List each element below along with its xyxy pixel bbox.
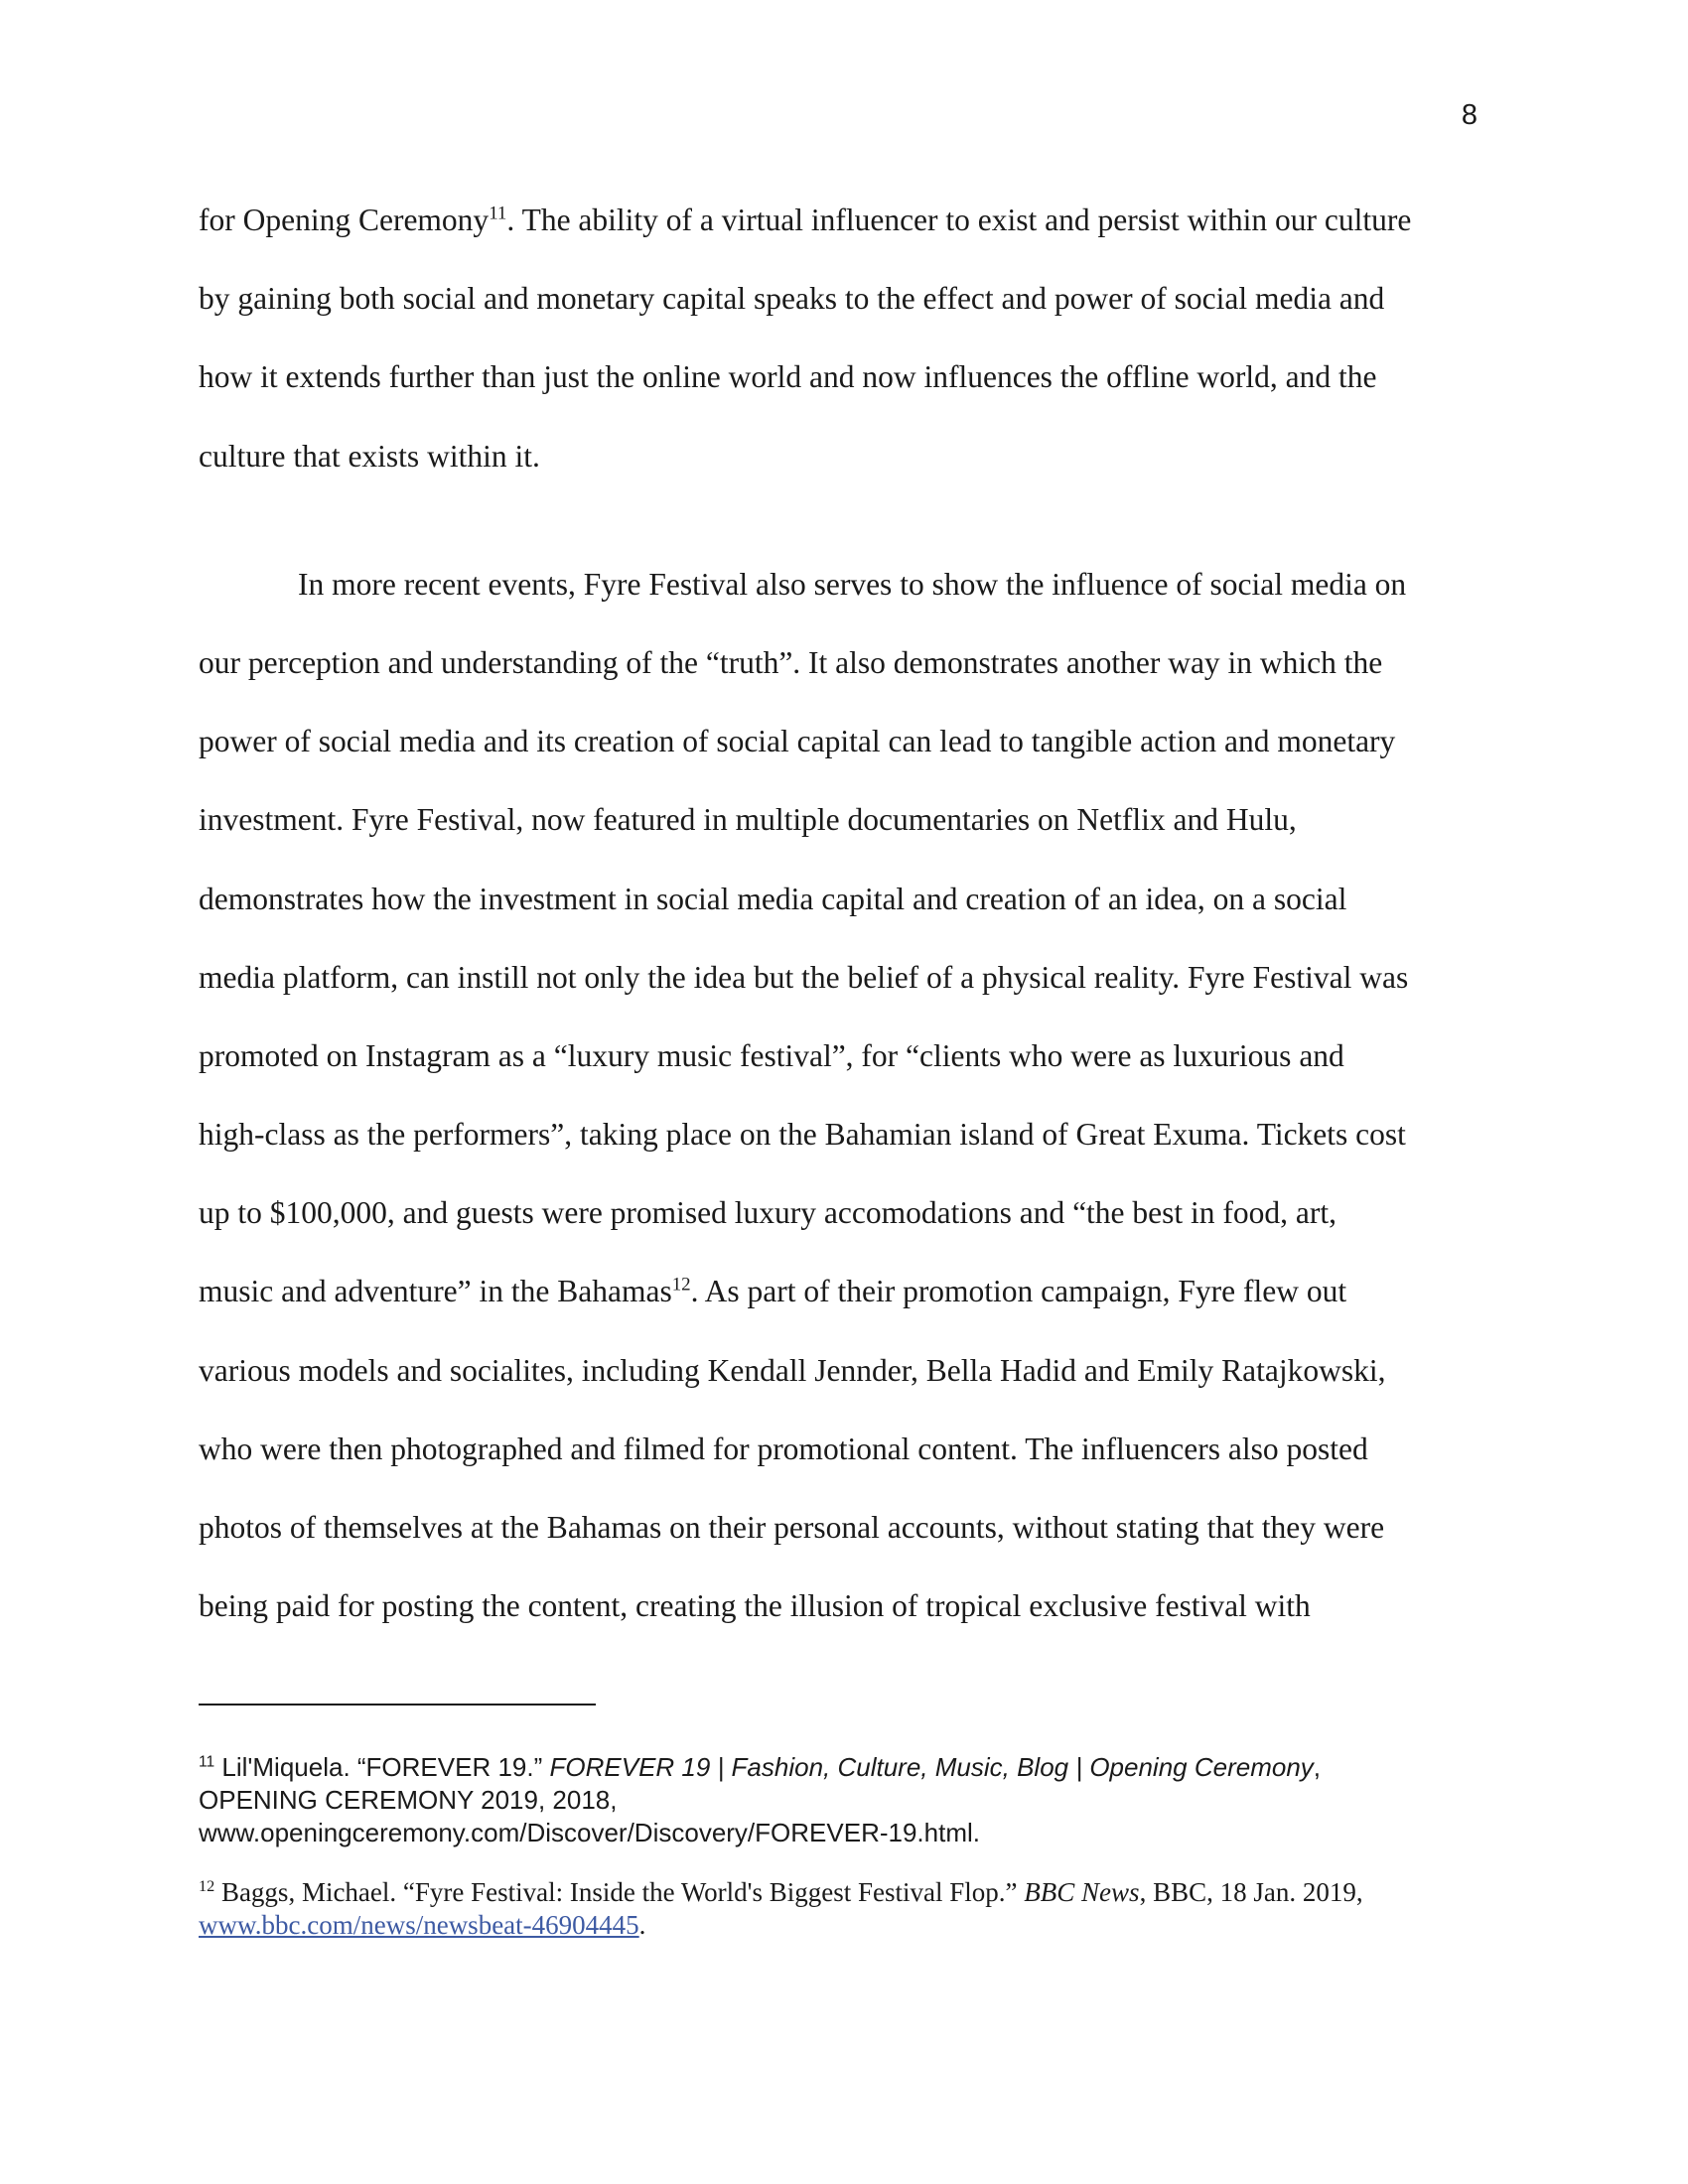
page-number: 8 xyxy=(1461,99,1477,131)
footnote-link[interactable]: www.bbc.com/news/newsbeat-46904445 xyxy=(199,1910,639,1940)
footnote-11 xyxy=(199,1751,1489,1849)
paragraph-2-line-11: various models and socialites, including Kendall Jennder, Bella Hadid and Emily Ratajkowski, xyxy=(199,1352,1386,1388)
text-run: music and adventure” in the Bahamas xyxy=(199,1274,672,1309)
footnote-source: FOREVER 19 | Fashion, Culture, Music, Blog | Opening Ceremony xyxy=(549,1752,1314,1782)
paragraph-2-line-1 xyxy=(199,561,1489,639)
paragraph-1-line-3: how it extends further than just the online world and now influences the offline world, and the xyxy=(199,359,1377,395)
text-run: for Opening Ceremony xyxy=(199,203,490,237)
footnote-ref-12[interactable]: 12 xyxy=(671,1274,691,1296)
paragraph-2-line-3: power of social media and its creation of social capital can lead to tangible action and monetary xyxy=(199,724,1396,759)
text-run: . As part of their promotion campaign, Fyre flew out xyxy=(690,1274,1347,1309)
paragraph-2-line-2: our perception and understanding of the “truth”. It also demonstrates another way in which the xyxy=(199,644,1383,680)
footnotes xyxy=(199,1751,1489,1942)
footnote-marker: 11 xyxy=(199,1753,215,1771)
footnote-source: BBC News xyxy=(1024,1877,1140,1907)
paragraph-2-line-10 xyxy=(199,1268,1489,1346)
paragraph-2-line-6: media platform, can instill not only the idea but the belief of a physical reality. Fyre Festival was xyxy=(199,959,1409,995)
footnote-text: Baggs, Michael. “Fyre Festival: Inside the World's Biggest Festival Flop.” xyxy=(220,1877,1018,1907)
footnote-text: , xyxy=(1313,1752,1322,1782)
paragraph-1-line-2: by gaining both social and monetary capital speaks to the effect and power of social media and xyxy=(199,281,1385,317)
paragraph-2-line-4: investment. Fyre Festival, now featured in multiple documentaries on Netflix and Hulu, xyxy=(199,802,1297,838)
footnote-ref-11[interactable]: 11 xyxy=(489,203,507,224)
footnote-text: . xyxy=(638,1910,646,1940)
footnote-url: www.openingceremony.com/Discover/Discovery/FOREVER-19.html. xyxy=(199,1818,980,1847)
paragraph-1-line-4: culture that exists within it. xyxy=(199,438,540,474)
text-run: . The ability of a virtual influencer to exist and persist within our culture xyxy=(506,203,1412,237)
body-text xyxy=(199,197,1489,1661)
footnote-text: , BBC, 18 Jan. 2019, xyxy=(1139,1877,1363,1907)
paragraph-2-line-14: being paid for posting the content, creating the illusion of tropical exclusive festival with xyxy=(199,1588,1311,1624)
paragraph-2-line-12: who were then photographed and filmed for promotional content. The influencers also posted xyxy=(199,1431,1368,1466)
footnote-text: OPENING CEREMONY 2019, 2018, xyxy=(199,1785,618,1815)
paragraph-2-line-7: promoted on Instagram as a “luxury music festival”, for “clients who were as luxurious and xyxy=(199,1037,1344,1073)
footnote-text: Lil'Miquela. “FOREVER 19.” xyxy=(221,1752,543,1782)
footnote-marker: 12 xyxy=(199,1877,215,1895)
text-run: In more recent events, Fyre Festival also serves to show the influence of social media on xyxy=(298,566,1407,602)
paragraph-2-line-13: photos of themselves at the Bahamas on their personal accounts, without stating that they were xyxy=(199,1510,1385,1545)
paragraph-1-line-1 xyxy=(199,197,1489,275)
paragraph-2-line-5: demonstrates how the investment in social media capital and creation of an idea, on a social xyxy=(199,881,1347,916)
paragraph-2-line-9: up to $100,000, and guests were promised luxury accomodations and “the best in food, art, xyxy=(199,1195,1336,1231)
paragraph-2-line-8: high-class as the performers”, taking place on the Bahamian island of Great Exuma. Tickets cost xyxy=(199,1117,1406,1153)
footnote-separator xyxy=(199,1704,596,1706)
footnote-12 xyxy=(199,1876,1489,1942)
